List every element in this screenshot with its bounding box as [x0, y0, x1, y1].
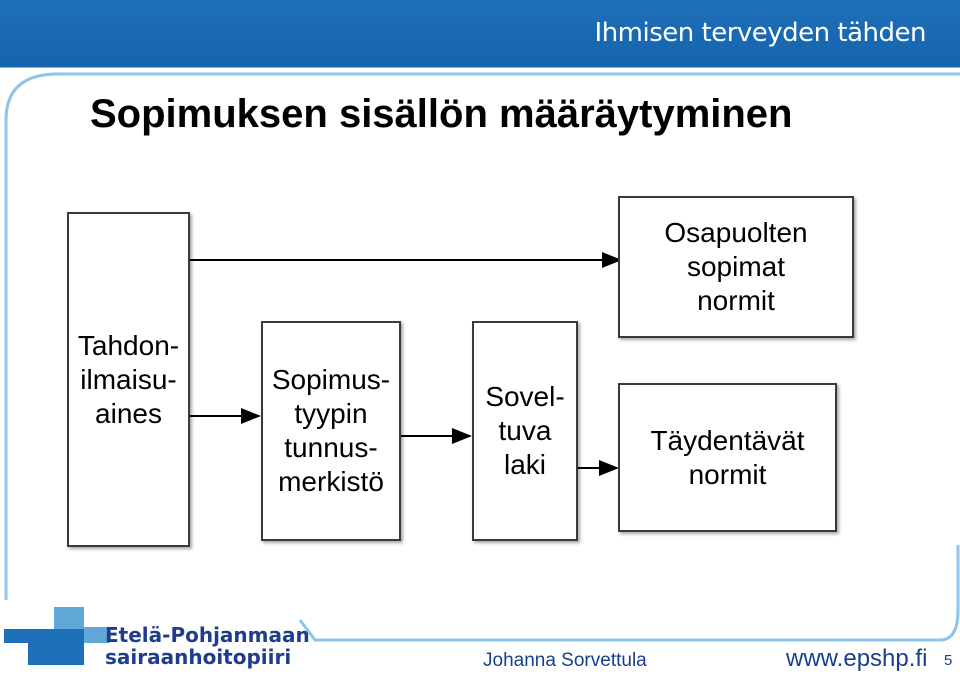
epshp-cross-logo — [2, 605, 110, 667]
box-sopimustyyppi-label: Sopimus- tyypin tunnus- merkistö — [271, 364, 391, 497]
org-name-line2: sairaanhoitopiiri — [105, 645, 292, 669]
box-osapuolten-label: Osapuolten sopimat normit — [664, 217, 808, 316]
slide-title: Sopimuksen sisällön määräytyminen — [90, 92, 793, 136]
box-soveltuva-label: Sovel- tuva laki — [485, 381, 565, 480]
box-tahdonilmaisu-label: Tahdon- ilmaisu- aines — [77, 329, 180, 429]
box-taydentavat — [618, 383, 837, 532]
box-sopimustyyppi — [261, 321, 401, 541]
footer-website-link[interactable]: www.epshp.fi — [786, 645, 928, 672]
org-name-line1: Etelä-Pohjanmaan — [105, 623, 310, 647]
footer-author: Johanna Sorvettula — [483, 650, 647, 671]
box-osapuolten — [618, 196, 854, 338]
box-taydentavat-label: Täydentävät normit — [650, 424, 805, 490]
box-tahdonilmaisu — [67, 212, 190, 547]
page-number: 5 — [944, 652, 953, 669]
box-soveltuva — [472, 321, 578, 541]
header-tagline: Ihmisen terveyden tähden — [594, 18, 926, 48]
organization-name — [105, 624, 310, 668]
